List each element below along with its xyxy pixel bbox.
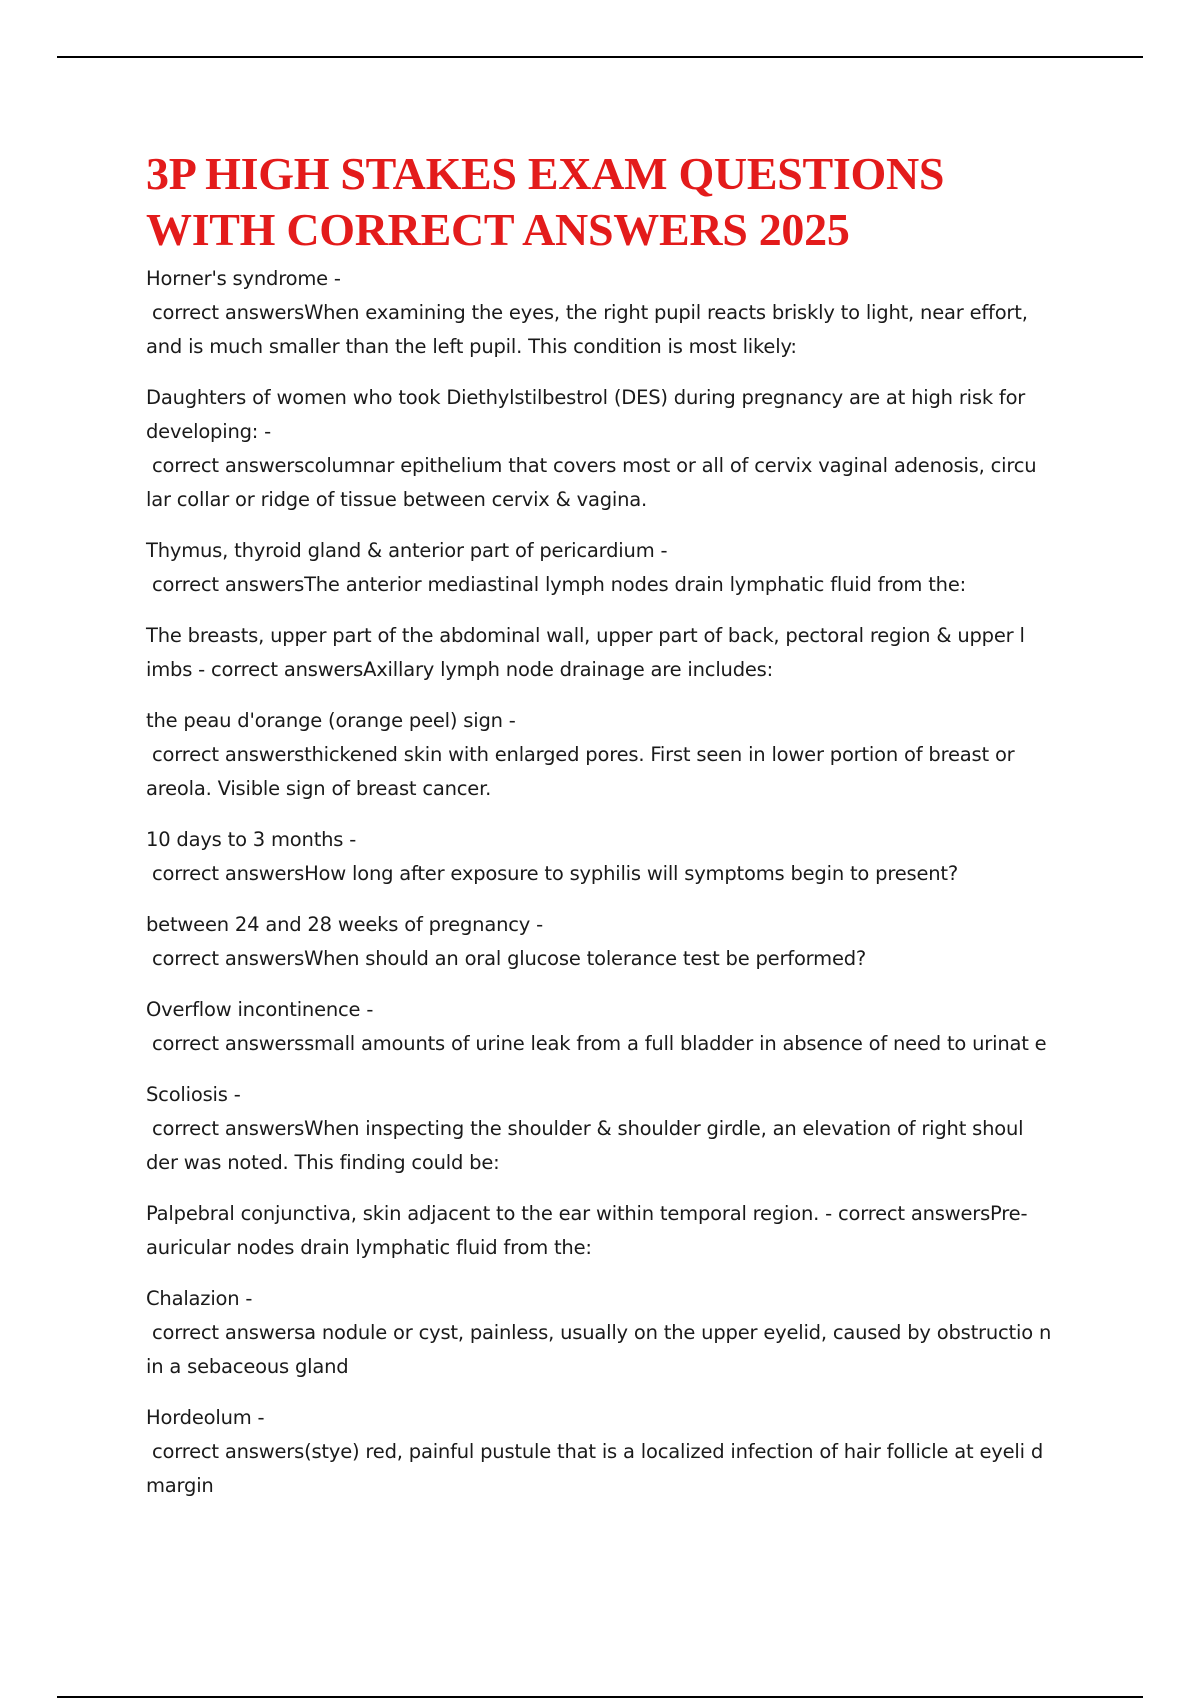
qa-term: Palpebral conjunctiva, skin adjacent to the ear within temporal region. - [146, 1202, 832, 1225]
qa-term: 10 days to 3 months - [146, 828, 357, 851]
qa-term: Overflow incontinence - [146, 998, 374, 1021]
qa-term: The breasts, upper part of the abdominal wall, upper part of back, pectoral region & upper l imbs - [146, 624, 1025, 681]
qa-answer: correct answersthickened skin with enlarged pores. First seen in lower portion of breast or areola. Visible sign of breast cancer. [146, 743, 1015, 800]
qa-entry [146, 262, 1056, 364]
qa-term: the peau d'orange (orange peel) sign - [146, 709, 516, 732]
qa-entry [146, 381, 1056, 517]
footer-rule [57, 1696, 1143, 1698]
title-line-1: 3P HIGH STAKES EXAM QUESTIONS [146, 148, 945, 199]
qa-term: Scoliosis - [146, 1083, 241, 1106]
qa-answer: correct answersWhen inspecting the shoulder & shoulder girdle, an elevation of right shoul der was noted. This finding could be: [146, 1117, 1024, 1174]
document-body [146, 146, 1056, 1520]
qa-entry [146, 823, 1056, 891]
qa-entry [146, 1401, 1056, 1503]
qa-answer: correct answersWhen should an oral glucose tolerance test be performed? [152, 947, 867, 970]
document-title [146, 146, 1056, 258]
qa-answer: correct answerssmall amounts of urine leak from a full bladder in absence of need to urinat e [152, 1032, 1047, 1055]
qa-answer: correct answersWhen examining the eyes, the right pupil reacts briskly to light, near effort, and is much smaller than the left pupil. This condition is most likely: [146, 301, 1028, 358]
qa-entry [146, 1282, 1056, 1384]
qa-answer: correct answersThe anterior mediastinal lymph nodes drain lymphatic fluid from the: [152, 573, 966, 596]
qa-term: Thymus, thyroid gland & anterior part of pericardium - [146, 539, 668, 562]
title-line-2: WITH CORRECT ANSWERS 2025 [146, 204, 850, 255]
qa-term: Horner's syndrome - [146, 267, 341, 290]
qa-term: between 24 and 28 weeks of pregnancy - [146, 913, 543, 936]
qa-entry [146, 1197, 1056, 1265]
qa-entry [146, 993, 1056, 1061]
header-rule [57, 56, 1143, 58]
qa-answer: correct answers(stye) red, painful pustule that is a localized infection of hair follicle at eyeli d margin [146, 1440, 1043, 1497]
qa-entry [146, 908, 1056, 976]
qa-term: Daughters of women who took Diethylstilbestrol (DES) during pregnancy are at high risk for developing: - [146, 386, 1026, 443]
qa-entry [146, 704, 1056, 806]
qa-answer: correct answersPre-auricular nodes drain lymphatic fluid from the: [146, 1202, 1028, 1259]
qa-entry [146, 1078, 1056, 1180]
qa-answer: correct answersAxillary lymph node drainage are includes: [211, 658, 774, 681]
qa-answer: correct answerscolumnar epithelium that covers most or all of cervix vaginal adenosis, circu lar collar or ridge of tissue between cervix & vagina. [146, 454, 1037, 511]
qa-entry [146, 534, 1056, 602]
qa-entry [146, 619, 1056, 687]
qa-answer: correct answersHow long after exposure to syphilis will symptoms begin to present? [152, 862, 959, 885]
qa-term: Hordeolum - [146, 1406, 265, 1429]
qa-term: Chalazion - [146, 1287, 253, 1310]
qa-answer: correct answersa nodule or cyst, painless, usually on the upper eyelid, caused by obstructio n in a sebaceous gland [146, 1321, 1052, 1378]
